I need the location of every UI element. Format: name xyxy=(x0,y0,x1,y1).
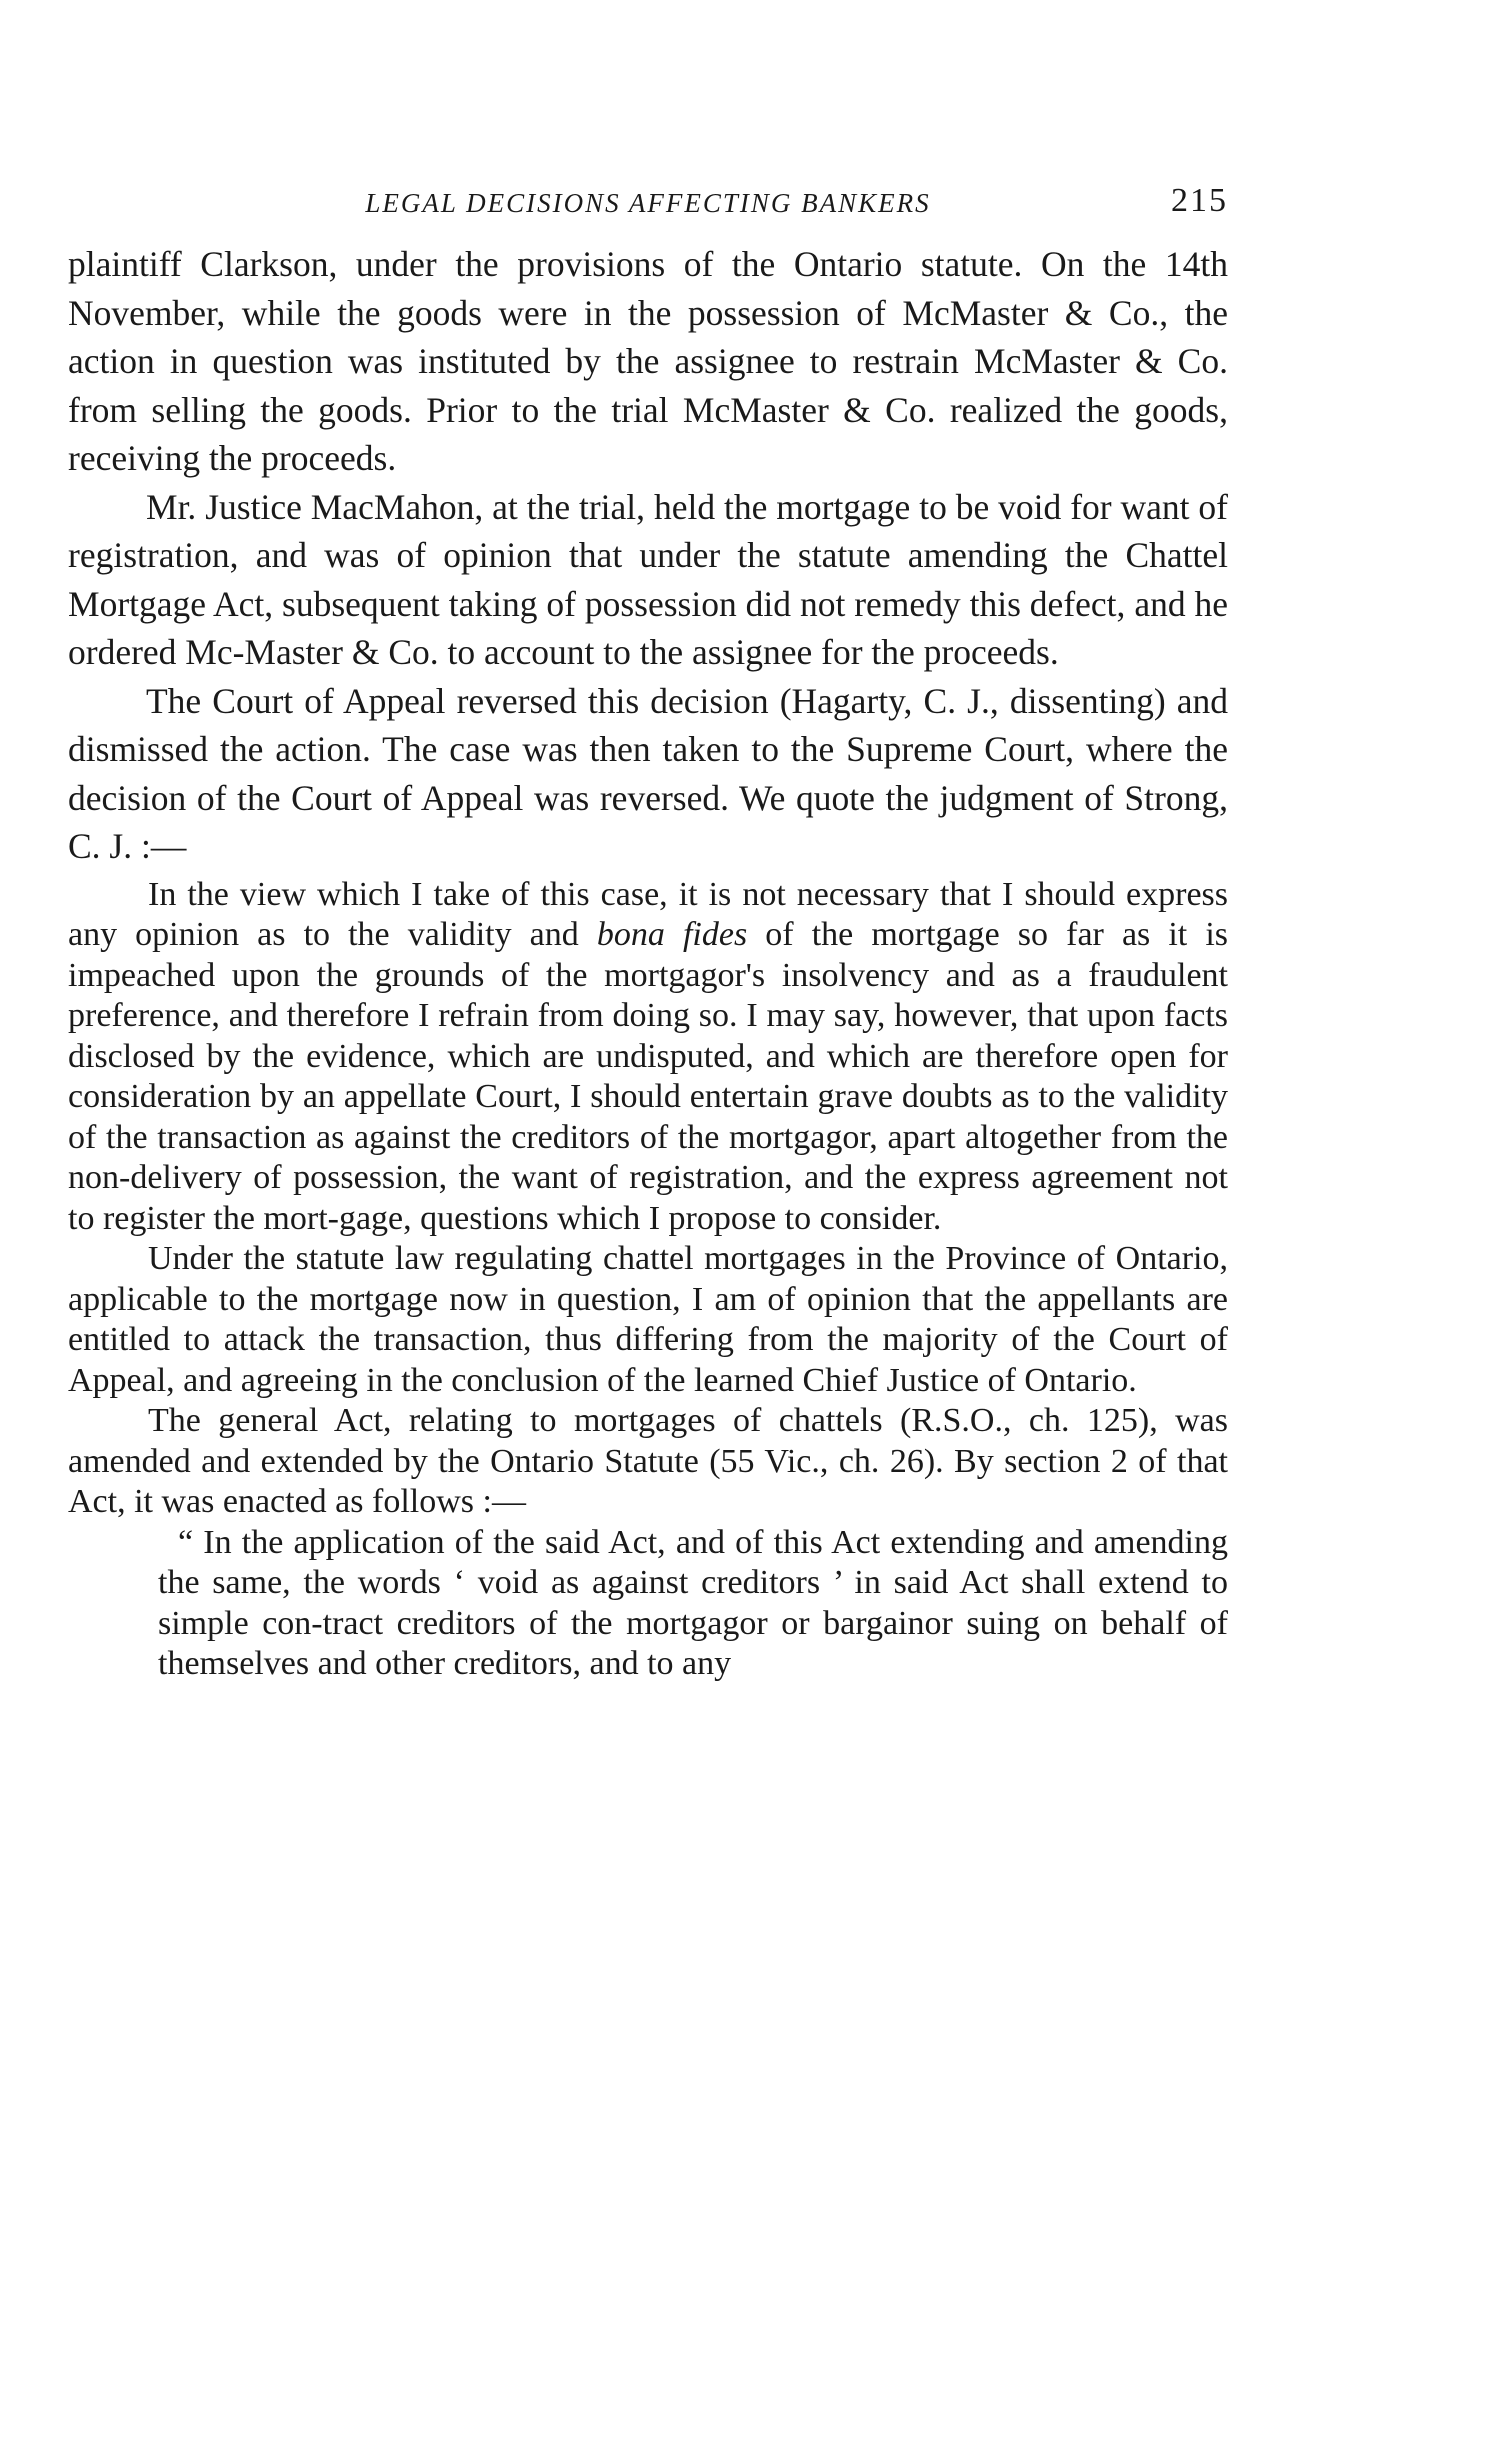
quote-paragraph-1-end: of the mortgage so far as it is impeached upon the grounds of the mortgagor's insolvency and as a fraudulent preference, and therefore I refrain from doing so. I may say, however, that upon facts disclosed by the evidence, which are undisputed, and which are therefore open for consideration by an appellate Court, I should entertain grave doubts as to the validity of the transaction as against the creditors of the mortgagor, apart altogether from the non-delivery of possession, the want of registration, and the express agreement not to register the mort-gage, questions which I propose to consider. xyxy=(68,916,1229,1237)
judgment-quote xyxy=(68,875,1228,1685)
running-head xyxy=(68,180,1228,240)
paragraph-2: Mr. Justice MacMahon, at the trial, held the mortgage to be void for want of registration, and was of opinion that under the statute amending the Chattel Mortgage Act, subsequent taking of possession did not remedy this defect, and he ordered Mc-Master & Co. to account to the assignee for the proceeds. xyxy=(68,486,1228,672)
book-page xyxy=(68,180,1228,1685)
statute-quote-text: “ In the application of the said Act, and of this Act extending and amending the same, the words ‘ void as against creditors ’ in said Act shall extend to simple con-tract creditors of the mortgagor or bargainor suing on behalf of themselves and other creditors, and to any xyxy=(158,1523,1228,1682)
paragraph-1: plaintiff Clarkson, under the provisions of the Ontario statute. On the 14th November, while the goods were in the possession of McMaster & Co., the action in question was instituted by the assignee to restrain McMaster & Co. from selling the goods. Prior to the trial McMaster & Co. realized the goods, receiving the proceeds. xyxy=(68,244,1228,478)
statute-quote xyxy=(158,1523,1228,1685)
quote-paragraph-3: The general Act, relating to mortgages of chattels (R.S.O., ch. 125), was amended and extended by the Ontario Statute (55 Vic., ch. 26). By section 2 of that Act, it was enacted as follows :— xyxy=(68,1402,1228,1520)
running-title: LEGAL DECISIONS AFFECTING BANKERS xyxy=(365,188,931,218)
quote-paragraph-1 xyxy=(68,875,1228,1240)
body-text xyxy=(68,240,1228,871)
page-number: 215 xyxy=(1171,182,1228,219)
paragraph-3: The Court of Appeal reversed this decision (Hagarty, C. J., dissenting) and dismissed the action. The case was then taken to the Supreme Court, where the decision of the Court of Appeal was reversed. We quote the judgment of Strong, C. J. :— xyxy=(68,680,1228,866)
quote-paragraph-1-start: In the view which I take of this case, it is not necessary that I should express any opinion as to the validity and xyxy=(68,875,1228,953)
bona-fides-term: bona fides xyxy=(596,916,748,953)
quote-paragraph-2: Under the statute law regulating chattel mortgages in the Province of Ontario, applicable to the mortgage now in question, I am of opinion that the appellants are entitled to attack the transaction, thus differing from the majority of the Court of Appeal, and agreeing in the conclusion of the learned Chief Justice of Ontario. xyxy=(68,1240,1228,1399)
